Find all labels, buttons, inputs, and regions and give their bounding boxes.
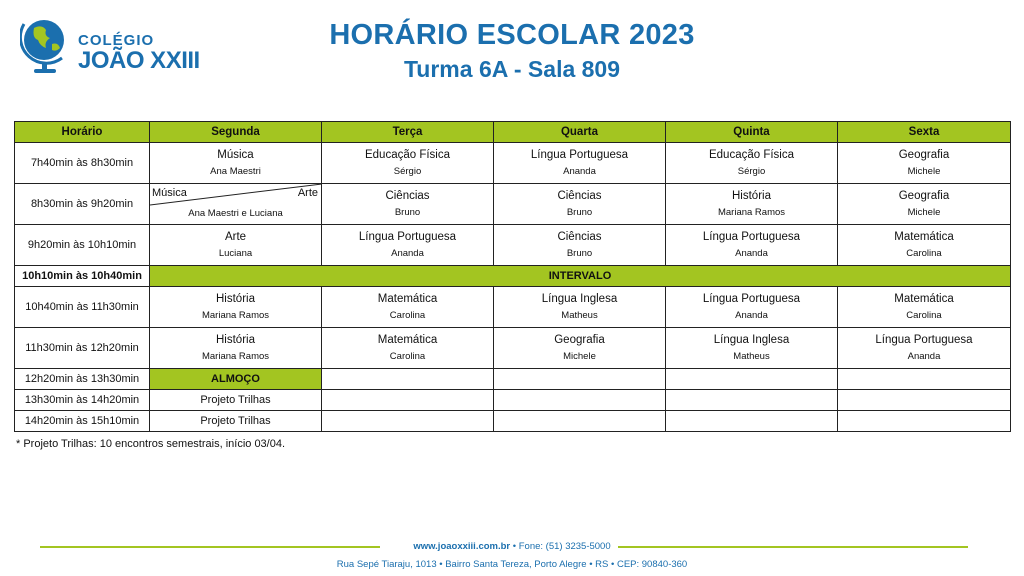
class-cell [150, 225, 322, 266]
teacher-label: Ananda [907, 351, 941, 362]
class-cell [494, 225, 666, 266]
class-cell [666, 184, 838, 225]
footer-divider-left [40, 546, 380, 548]
subject-label: Língua Portuguesa [702, 231, 801, 243]
teacher-label: Matheus [561, 310, 598, 321]
table-row [15, 143, 1011, 184]
table-row [15, 369, 1011, 390]
class-cell [838, 328, 1011, 369]
table-row [15, 287, 1011, 328]
header-cell: Horário [15, 122, 150, 143]
time-cell: 8h30min às 9h20min [15, 184, 150, 225]
time-cell: 13h30min às 14h20min [15, 390, 150, 411]
split-left-subject: Música [152, 187, 187, 199]
table-row [15, 411, 1011, 432]
subject-label: Educação Física [364, 149, 450, 161]
teacher-label: Ana Maestri e Luciana [188, 208, 283, 219]
empty-cell [322, 369, 494, 390]
teacher-label: Ananda [735, 248, 768, 259]
table-row [15, 184, 1011, 225]
subject-label: Língua Portuguesa [358, 231, 457, 243]
empty-cell [494, 390, 666, 411]
class-cell [494, 184, 666, 225]
empty-cell [666, 390, 838, 411]
teacher-label: Mariana Ramos [201, 310, 270, 321]
school-logo [20, 14, 220, 80]
teacher-label: Michele [907, 166, 941, 177]
time-cell: 9h20min às 10h10min [15, 225, 150, 266]
subject-label: Matemática [894, 293, 954, 305]
class-cell [666, 225, 838, 266]
class-cell [322, 184, 494, 225]
teacher-label: Sérgio [737, 166, 766, 177]
time-cell: 10h40min às 11h30min [15, 287, 150, 328]
teacher-label: Ana Maestri [210, 166, 261, 177]
class-cell [494, 143, 666, 184]
interval-cell: INTERVALO [150, 266, 1011, 287]
footnote: * Projeto Trilhas: 10 encontros semestrais, início 03/04. [16, 438, 286, 450]
table-row [15, 328, 1011, 369]
teacher-label: Ananda [735, 310, 768, 321]
teacher-label: Ananda [391, 248, 424, 259]
class-cell [494, 328, 666, 369]
subject-label: Geografia [898, 190, 950, 202]
subject-label: Matemática [377, 334, 438, 346]
class-cell [838, 287, 1011, 328]
empty-cell [838, 411, 1011, 432]
class-cell [150, 287, 322, 328]
footer-contact [380, 541, 644, 552]
footer-divider-right [618, 546, 968, 548]
table-row [15, 390, 1011, 411]
logo-small-text: COLÉGIO [78, 32, 155, 49]
empty-cell [322, 411, 494, 432]
class-cell [666, 287, 838, 328]
class-cell [322, 328, 494, 369]
empty-cell [322, 390, 494, 411]
logo-big-text: JOÃO XXIII [78, 47, 200, 74]
teacher-label: Mariana Ramos [201, 351, 270, 362]
teacher-label: Carolina [389, 351, 426, 362]
subject-label: Matemática [894, 231, 954, 243]
subject-label: Língua Inglesa [541, 293, 618, 305]
class-cell [494, 287, 666, 328]
subject-label: Língua Inglesa [713, 334, 790, 346]
class-cell [666, 328, 838, 369]
footer-address: Rua Sepé Tiaraju, 1013 • Bairro Santa Tereza, Porto Alegre • RS • CEP: 90840-360 [336, 559, 688, 570]
teacher-label: Bruno [394, 207, 421, 218]
schedule-table [14, 121, 1011, 432]
lunch-cell: ALMOÇO [150, 369, 322, 390]
class-cell [838, 184, 1011, 225]
subject-label: Língua Portuguesa [875, 334, 973, 346]
class-cell [150, 328, 322, 369]
teacher-label: Bruno [566, 248, 593, 259]
subject-label: Ciências [385, 190, 430, 202]
class-cell [666, 143, 838, 184]
class-cell [322, 143, 494, 184]
class-cell [838, 143, 1011, 184]
teacher-label: Bruno [566, 207, 593, 218]
teacher-label: Luciana [218, 248, 253, 259]
time-cell: 14h20min às 15h10min [15, 411, 150, 432]
empty-cell [666, 411, 838, 432]
class-cell: Projeto Trilhas [150, 411, 322, 432]
teacher-label: Sérgio [393, 166, 422, 177]
time-cell: 7h40min às 8h30min [15, 143, 150, 184]
subject-label: Língua Portuguesa [530, 149, 629, 161]
table-row [15, 225, 1011, 266]
footer-phone: • Fone: (51) 3235-5000 [512, 541, 611, 552]
globe-icon [20, 14, 72, 76]
time-cell: 11h30min às 12h20min [15, 328, 150, 369]
page-title: HORÁRIO ESCOLAR 2023 [329, 19, 695, 51]
subject-label: Música [217, 149, 254, 161]
class-cell: Projeto Trilhas [150, 390, 322, 411]
class-cell [838, 225, 1011, 266]
page-subtitle: Turma 6A - Sala 809 [403, 56, 621, 82]
subject-label: Língua Portuguesa [702, 293, 801, 305]
subject-label: Arte [224, 231, 247, 243]
teacher-label: Matheus [733, 351, 770, 362]
subject-label: História [216, 293, 255, 305]
subject-label: Geografia [898, 149, 950, 161]
teacher-label: Michele [563, 351, 596, 362]
time-cell: 10h10min às 10h40min [15, 266, 150, 287]
table-header-row [15, 122, 1011, 143]
empty-cell [666, 369, 838, 390]
class-cell [322, 225, 494, 266]
class-cell [322, 287, 494, 328]
empty-cell [838, 369, 1011, 390]
subject-label: Matemática [377, 293, 438, 305]
subject-label: Ciências [557, 190, 602, 202]
empty-cell [838, 390, 1011, 411]
subject-label: História [216, 334, 255, 346]
header-cell: Quarta [494, 122, 666, 143]
subject-label: Educação Física [708, 149, 794, 161]
teacher-label: Carolina [906, 310, 942, 321]
table-row [15, 266, 1011, 287]
subject-label: História [732, 190, 771, 202]
subject-label: Geografia [554, 334, 605, 346]
teacher-label: Michele [907, 207, 941, 218]
split-right-subject: Arte [297, 187, 318, 199]
split-class-cell [150, 184, 322, 225]
header-cell: Terça [322, 122, 494, 143]
header-cell: Sexta [838, 122, 1011, 143]
header-cell: Segunda [150, 122, 322, 143]
time-cell: 12h20min às 13h30min [15, 369, 150, 390]
header-cell: Quinta [666, 122, 838, 143]
teacher-label: Ananda [563, 166, 596, 177]
class-cell [150, 143, 322, 184]
empty-cell [494, 411, 666, 432]
footer-website: www.joaoxxiii.com.br [413, 541, 511, 552]
teacher-label: Carolina [906, 248, 942, 259]
teacher-label: Carolina [389, 310, 426, 321]
teacher-label: Mariana Ramos [717, 207, 786, 218]
subject-label: Ciências [557, 231, 602, 243]
empty-cell [494, 369, 666, 390]
